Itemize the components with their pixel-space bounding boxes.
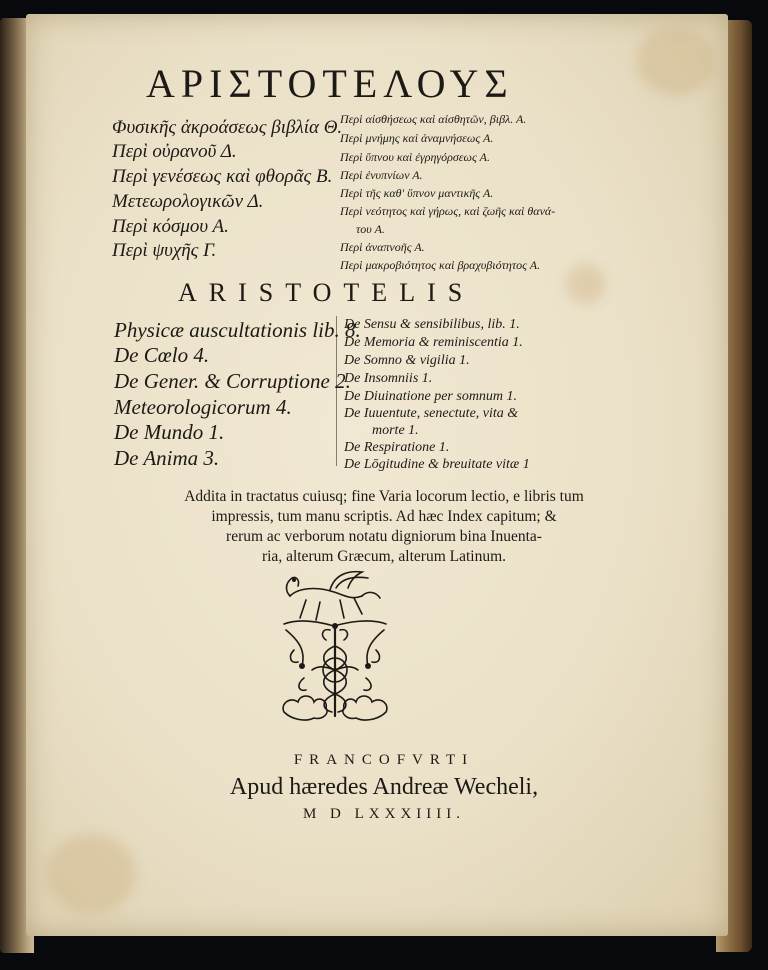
greek-minor-work-2: Περὶ μνήμης καὶ ἀναμνήσεως Α.: [340, 131, 494, 145]
printers-device-woodcut: [276, 566, 394, 724]
greek-work-6: Περὶ ψυχῆς Γ.: [112, 240, 217, 261]
latin-work-6: De Anima 3.: [114, 446, 220, 470]
imprint-city: FRANCOFVRTI: [293, 752, 475, 768]
latin-minor-work-3: De Somno & vigilia 1.: [344, 353, 470, 368]
greek-work-3: Περὶ γενέσεως καὶ φθορᾶς Β.: [112, 166, 333, 187]
latin-title: ARISTOTELIS: [178, 278, 475, 307]
greek-minor-work-3: Περὶ ὕπνου καὶ ἐγρηγόρσεως Α.: [340, 150, 490, 164]
greek-minor-work-4: Περὶ ἐνυπνίων Α.: [340, 168, 423, 182]
greek-minor-work-5: Περὶ τῆς καθ' ὕπνον μαντικῆς Α.: [340, 186, 494, 200]
latin-work-3: De Gener. & Corruptione 2.: [114, 369, 351, 393]
latin-minor-work-4: De Insomniis 1.: [344, 371, 433, 386]
greek-minor-work-6-cont: του Α.: [356, 222, 385, 236]
greek-minor-work-7: Περὶ ἀναπνοῆς Α.: [340, 240, 425, 254]
latin-work-1: Physicæ auscultationis lib. 8.: [114, 318, 361, 342]
greek-work-1: Φυσικῆς ἀκροάσεως βιβλία Θ.: [112, 117, 343, 138]
latin-minor-work-2: De Memoria & reminiscentia 1.: [344, 335, 523, 350]
latin-work-2: De Cœlo 4.: [114, 343, 210, 367]
latin-minor-work-7: De Respiratione 1.: [344, 440, 450, 455]
description-line-4: ria, alterum Græcum, alterum Latinum.: [261, 548, 507, 565]
greek-minor-work-6: Περὶ νεότητος καὶ γήρως, καὶ ζωῆς καὶ θανά-: [340, 204, 556, 218]
greek-work-2: Περὶ οὐρανοῦ Δ.: [112, 141, 237, 162]
latin-minor-work-1: De Sensu & sensibilibus, lib. 1.: [344, 317, 520, 332]
latin-minor-work-5: De Diuinatione per somnum 1.: [344, 389, 518, 404]
latin-work-4: Meteorologicorum 4.: [114, 395, 292, 419]
imprint-printer: Apud hæredes Andreæ Wecheli,: [229, 774, 539, 800]
latin-work-5: De Mundo 1.: [114, 420, 225, 444]
greek-minor-work-1: Περὶ αἰσθήσεως καὶ αἰσθητῶν, βιβλ. Α.: [340, 112, 527, 126]
greek-work-5: Περὶ κόσμου Α.: [112, 216, 229, 237]
latin-minor-work-8: De Lōgitudine & breuitate vitæ 1: [344, 457, 530, 472]
greek-work-4: Μετεωρολογικῶν Δ.: [112, 191, 264, 212]
imprint-year: M D LXXXIIII.: [302, 806, 466, 822]
description-line-3: rerum ac verborum notatu digniorum bina Inuenta-: [226, 528, 542, 545]
latin-minor-work-6: De Iuuentute, senectute, vita &: [344, 406, 519, 421]
latin-minor-work-6-cont: morte 1.: [372, 423, 419, 438]
greek-title: ΑΡΙΣΤΟΤΕΛΟΥΣ: [146, 61, 514, 106]
greek-minor-work-8: Περὶ μακροβιότητος καὶ βραχυβιότητος Α.: [340, 258, 541, 272]
description-line-2: impressis, tum manu scriptis. Ad hæc Index capitum; &: [211, 508, 557, 525]
description-line-1: Addita in tractatus cuiusq; fine Varia locorum lectio, e libris tum: [184, 488, 584, 505]
